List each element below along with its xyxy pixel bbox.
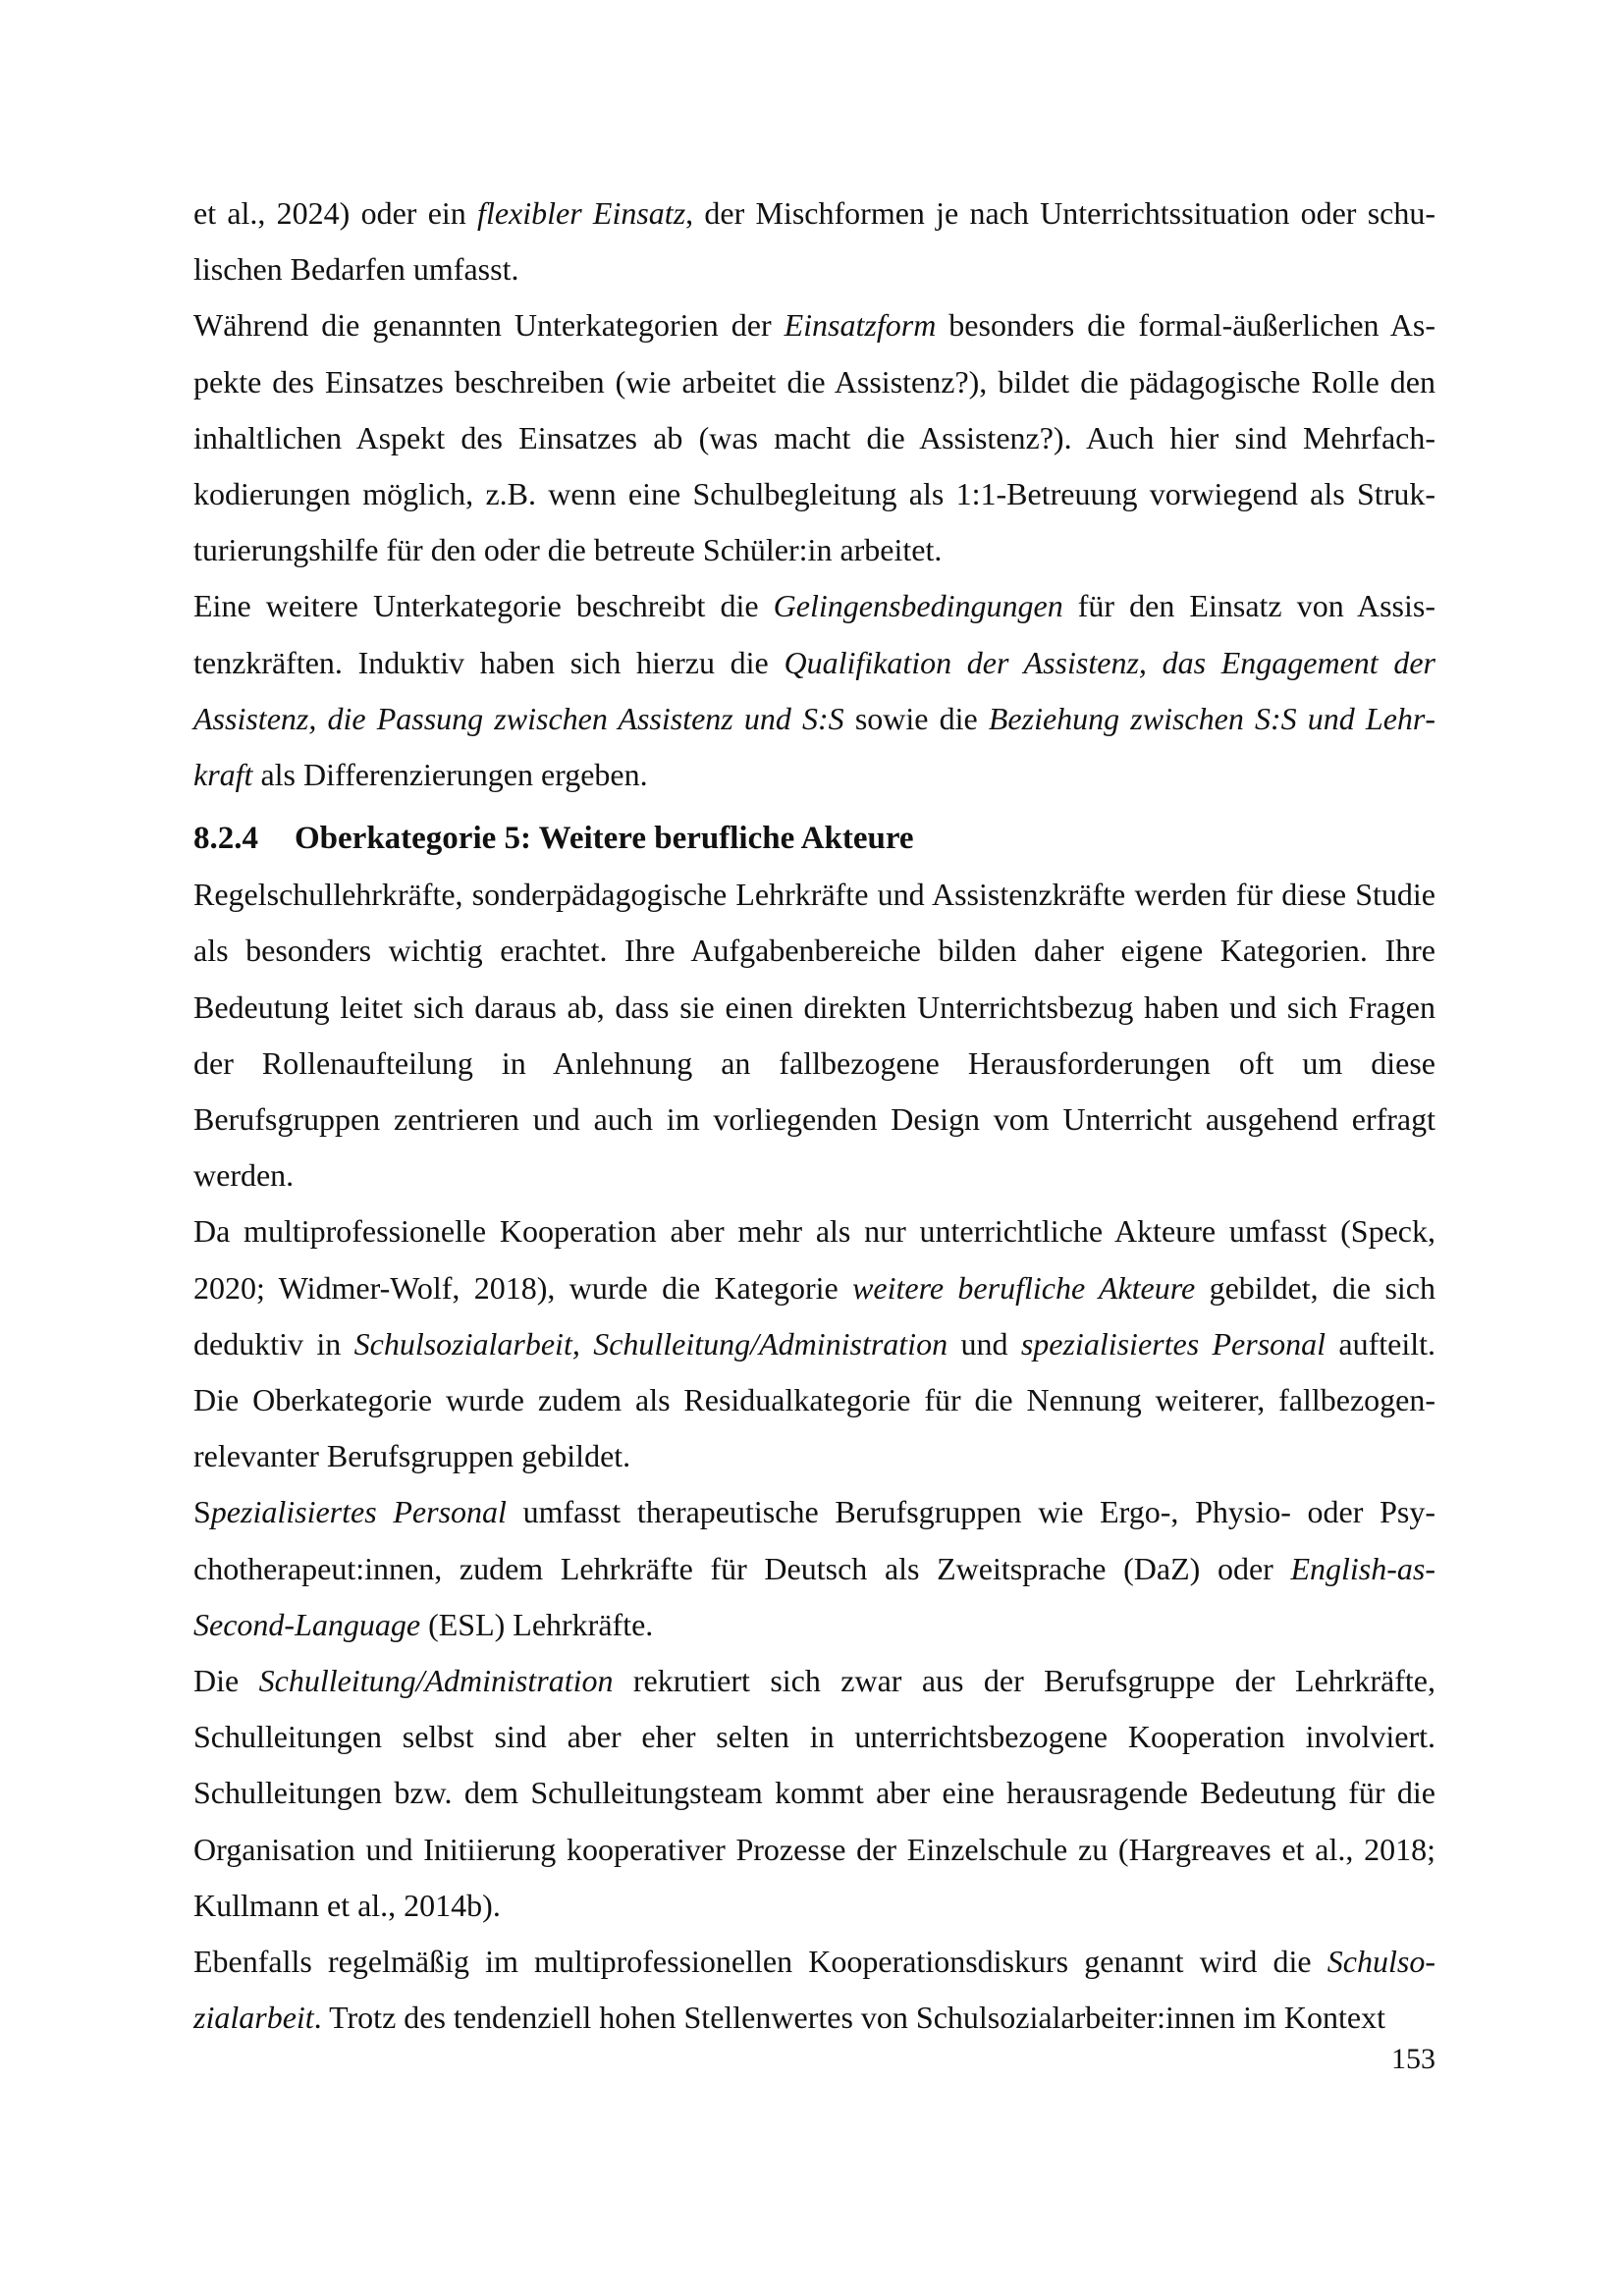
text-run: Während die genannten Unterkategorien der xyxy=(193,307,785,344)
italic-text: spezialisiertes Personal xyxy=(1020,1325,1326,1362)
text-run: et al., 2024) oder ein xyxy=(193,195,478,231)
page-number: 153 xyxy=(1391,2043,1435,2075)
text-run: umfasst therapeutische Berufsgruppen wie Ergo-, Physio- oder Psychotherapeut:innen, zudem Lehrkräfte für Deutsch als Zweitsprache (DaZ) oder xyxy=(193,1494,1436,1586)
text-run: . Trotz des tendenziell hohen Stellenwertes von Schulsozialarbeiter:innen im Kontext xyxy=(313,2000,1385,2036)
italic-text: English-as-Second-Language xyxy=(193,1550,1435,1642)
italic-text: Schulsozialarbeit xyxy=(193,1944,1435,2036)
document-body xyxy=(193,186,1435,2047)
text-run: aufteilt. Die Oberkategorie wurde zudem als Residualkategorie für die Nennung weiterer, fallbezogen-relevanter Berufsgruppen gebildet. xyxy=(193,1325,1436,1474)
text-run: besonders die formal-äußerlichen Aspekte des Einsatzes beschreiben (wie arbeitet die Assistenz?), bildet die pädagogische Rolle den inhaltlichen Aspekt des Einsatzes ab (was macht die Assistenz?). Auch hier sind Mehrfachkodierungen möglich, z.B. wenn eine Schulbegleitung als 1:1-Betreuung vorwiegend als Strukturierungshilfe für den oder die betreute Schüler:in arbeitet. xyxy=(193,307,1436,568)
text-run: Die xyxy=(193,1663,259,1699)
italic-text: weitere berufliche Akteure xyxy=(852,1269,1196,1306)
text-run: sowie die xyxy=(843,700,989,736)
italic-text: Einsatzform xyxy=(784,307,937,344)
text-run: für den Einsatz von Assistenzkräften. Induktiv haben sich hierzu die xyxy=(193,588,1436,680)
paragraph xyxy=(193,1484,1435,1653)
italic-text: Gelingensbedingungen xyxy=(773,588,1063,624)
text-run: rekrutiert sich zwar aus der Berufsgruppe der Lehrkräfte, Schulleitungen selbst sind aber eher selten in unterrichtsbezogene Kooperation involviert. Schulleitungen bzw. dem Schulleitungsteam kommt aber eine herausragende Bedeutung für die Organisation und Initiierung kooperativer Prozesse der Einzelschule zu (Hargreaves et al., 2018; Kullmann et al., 2014b). xyxy=(193,1663,1436,1923)
text-run: S xyxy=(193,1494,211,1530)
italic-text: Beziehung zwischen S:S und Lehrkraft xyxy=(193,700,1436,793)
section-heading xyxy=(193,811,1435,867)
paragraph xyxy=(193,297,1435,578)
paragraph xyxy=(193,1653,1435,1934)
text-run: gebildet, die sich deduktiv in xyxy=(193,1269,1436,1362)
text-run: (ESL) Lehrkräfte. xyxy=(420,1606,654,1642)
italic-text: Schulleitung/Administration xyxy=(258,1663,614,1699)
text-run: als Differenzierungen ergeben. xyxy=(252,757,648,793)
text-run: Ebenfalls regelmäßig im multiprofessionellen Kooperationsdiskurs genannt wird die xyxy=(193,1944,1327,1980)
text-run: Eine weitere Unterkategorie beschreibt die xyxy=(193,588,774,624)
text-run: und xyxy=(947,1325,1021,1362)
text-run: Da multiprofessionelle Kooperation aber mehr als nur unterrichtliche Akteure umfasst (Speck, 2020; Widmer-Wolf, 2018), wurde die Kategorie xyxy=(193,1213,1435,1306)
section-title: Oberkategorie 5: Weitere berufliche Akteure xyxy=(295,821,914,857)
text-run: , der Mischformen je nach Unterrichtssituation oder schulischen Bedarfen umfasst. xyxy=(193,195,1436,288)
paragraph xyxy=(193,578,1435,803)
section-number: 8.2.4 xyxy=(193,821,258,857)
text-run: Regelschullehrkräfte, sonderpädagogische Lehrkräfte und Assistenzkräfte werden für diese Studie als besonders wichtig erachtet. Ihre Aufgabenbereiche bilden daher eigene Kategorien. Ihre Bedeutung leitet sich daraus ab, dass sie einen direkten Unterrichtsbezug haben und sich Fragen der Rollenaufteilung in Anlehnung an fallbezogene Herausforderungen oft um diese Berufsgruppen zentrieren und auch im vorliegenden Design vom Unterricht ausgehend erfragt werden. xyxy=(193,877,1435,1194)
italic-text: flexibler Einsatz xyxy=(477,195,686,231)
paragraph xyxy=(193,867,1435,1203)
italic-text: pezialisiertes Personal xyxy=(210,1494,507,1530)
italic-text: Schulsozialarbeit, Schulleitung/Administration xyxy=(353,1325,948,1362)
paragraph xyxy=(193,186,1435,297)
paragraph xyxy=(193,1203,1435,1484)
italic-text: Qualifikation der Assistenz, das Engagement der Assistenz, die Passung zwischen Assistenz und S:S xyxy=(193,644,1436,736)
paragraph xyxy=(193,1934,1435,2046)
